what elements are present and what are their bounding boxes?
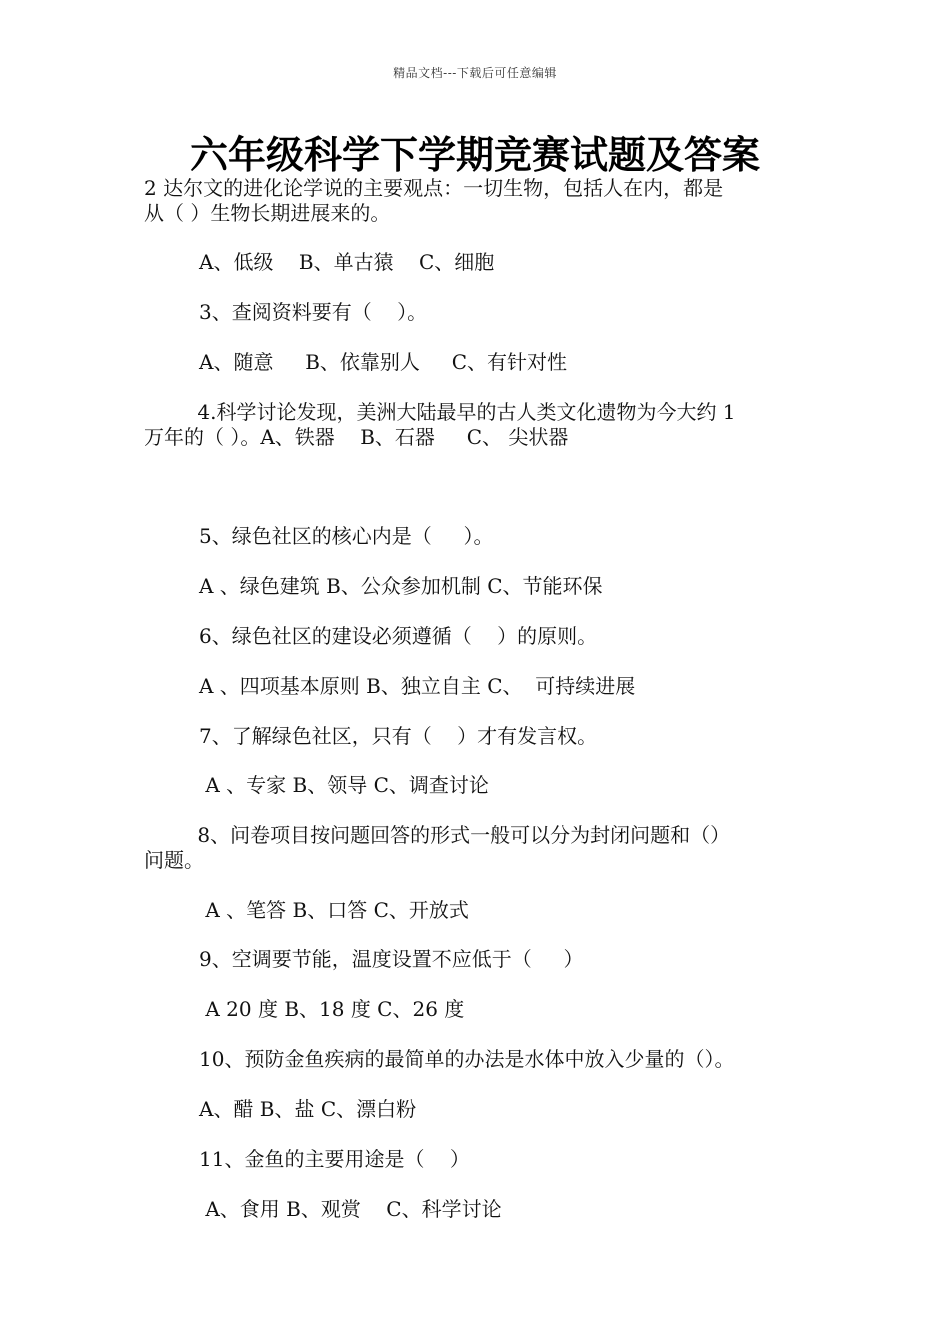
question-10-options: A、醋 B、盐 C、漂白粉 [199,1097,417,1121]
question-10: 10、预防金鱼疾病的最简单的办法是水体中放入少量的（）。 [199,1047,735,1071]
question-3: 3、查阅资料要有（ ）。 [199,300,428,324]
question-11: 11、金鱼的主要用途是（ ） [199,1147,470,1171]
question-5: 5、绿色社区的核心内是（ ）。 [199,524,494,548]
question-8-options: A 、笔答 B、口答 C、开放式 [199,898,469,922]
question-6-options: A 、四项基本原则 B、独立自主 C、 可持续进展 [199,674,636,698]
question-4-line-1: 4.科学讨论发现，美洲大陆最早的古人类文化遗物为今大约 1 [191,400,736,424]
question-4-line-2: 万年的（ ）。A、铁器 B、石器 C、 尖状器 [144,425,569,449]
question-6: 6、绿色社区的建设必须遵循（ ）的原则。 [199,624,598,648]
question-2-line-1: 2 达尔文的进化论学说的主要观点：一切生物，包括人在内，都是 [144,176,724,200]
question-11-options: A、食用 B、观赏 C、科学讨论 [199,1197,502,1221]
question-7: 7、了解绿色社区，只有（ ）才有发言权。 [199,724,598,748]
question-9-options: A 20 度 B、18 度 C、26 度 [199,997,465,1021]
question-7-options: A 、专家 B、领导 C、调查讨论 [199,773,489,797]
document-title: 六年级科学下学期竞赛试题及答案 [189,132,760,177]
question-3-options: A、随意 B、依靠别人 C、有针对性 [199,350,568,374]
question-2-options: A、低级 B、单古猿 C、细胞 [199,250,495,274]
question-9: 9、空调要节能，温度设置不应低于（ ） [199,947,584,971]
question-8-line-1: 8、问卷项目按问题回答的形式一般可以分为封闭问题和（） [191,823,731,847]
question-8-line-2: 问题。 [144,848,204,872]
question-5-options: A 、绿色建筑 B、公众参加机制 C、节能环保 [199,574,603,598]
question-2-line-2: 从（ ）生物长期进展来的。 [144,201,391,225]
page-header: 精品文档---下载后可任意编辑 [393,66,557,80]
